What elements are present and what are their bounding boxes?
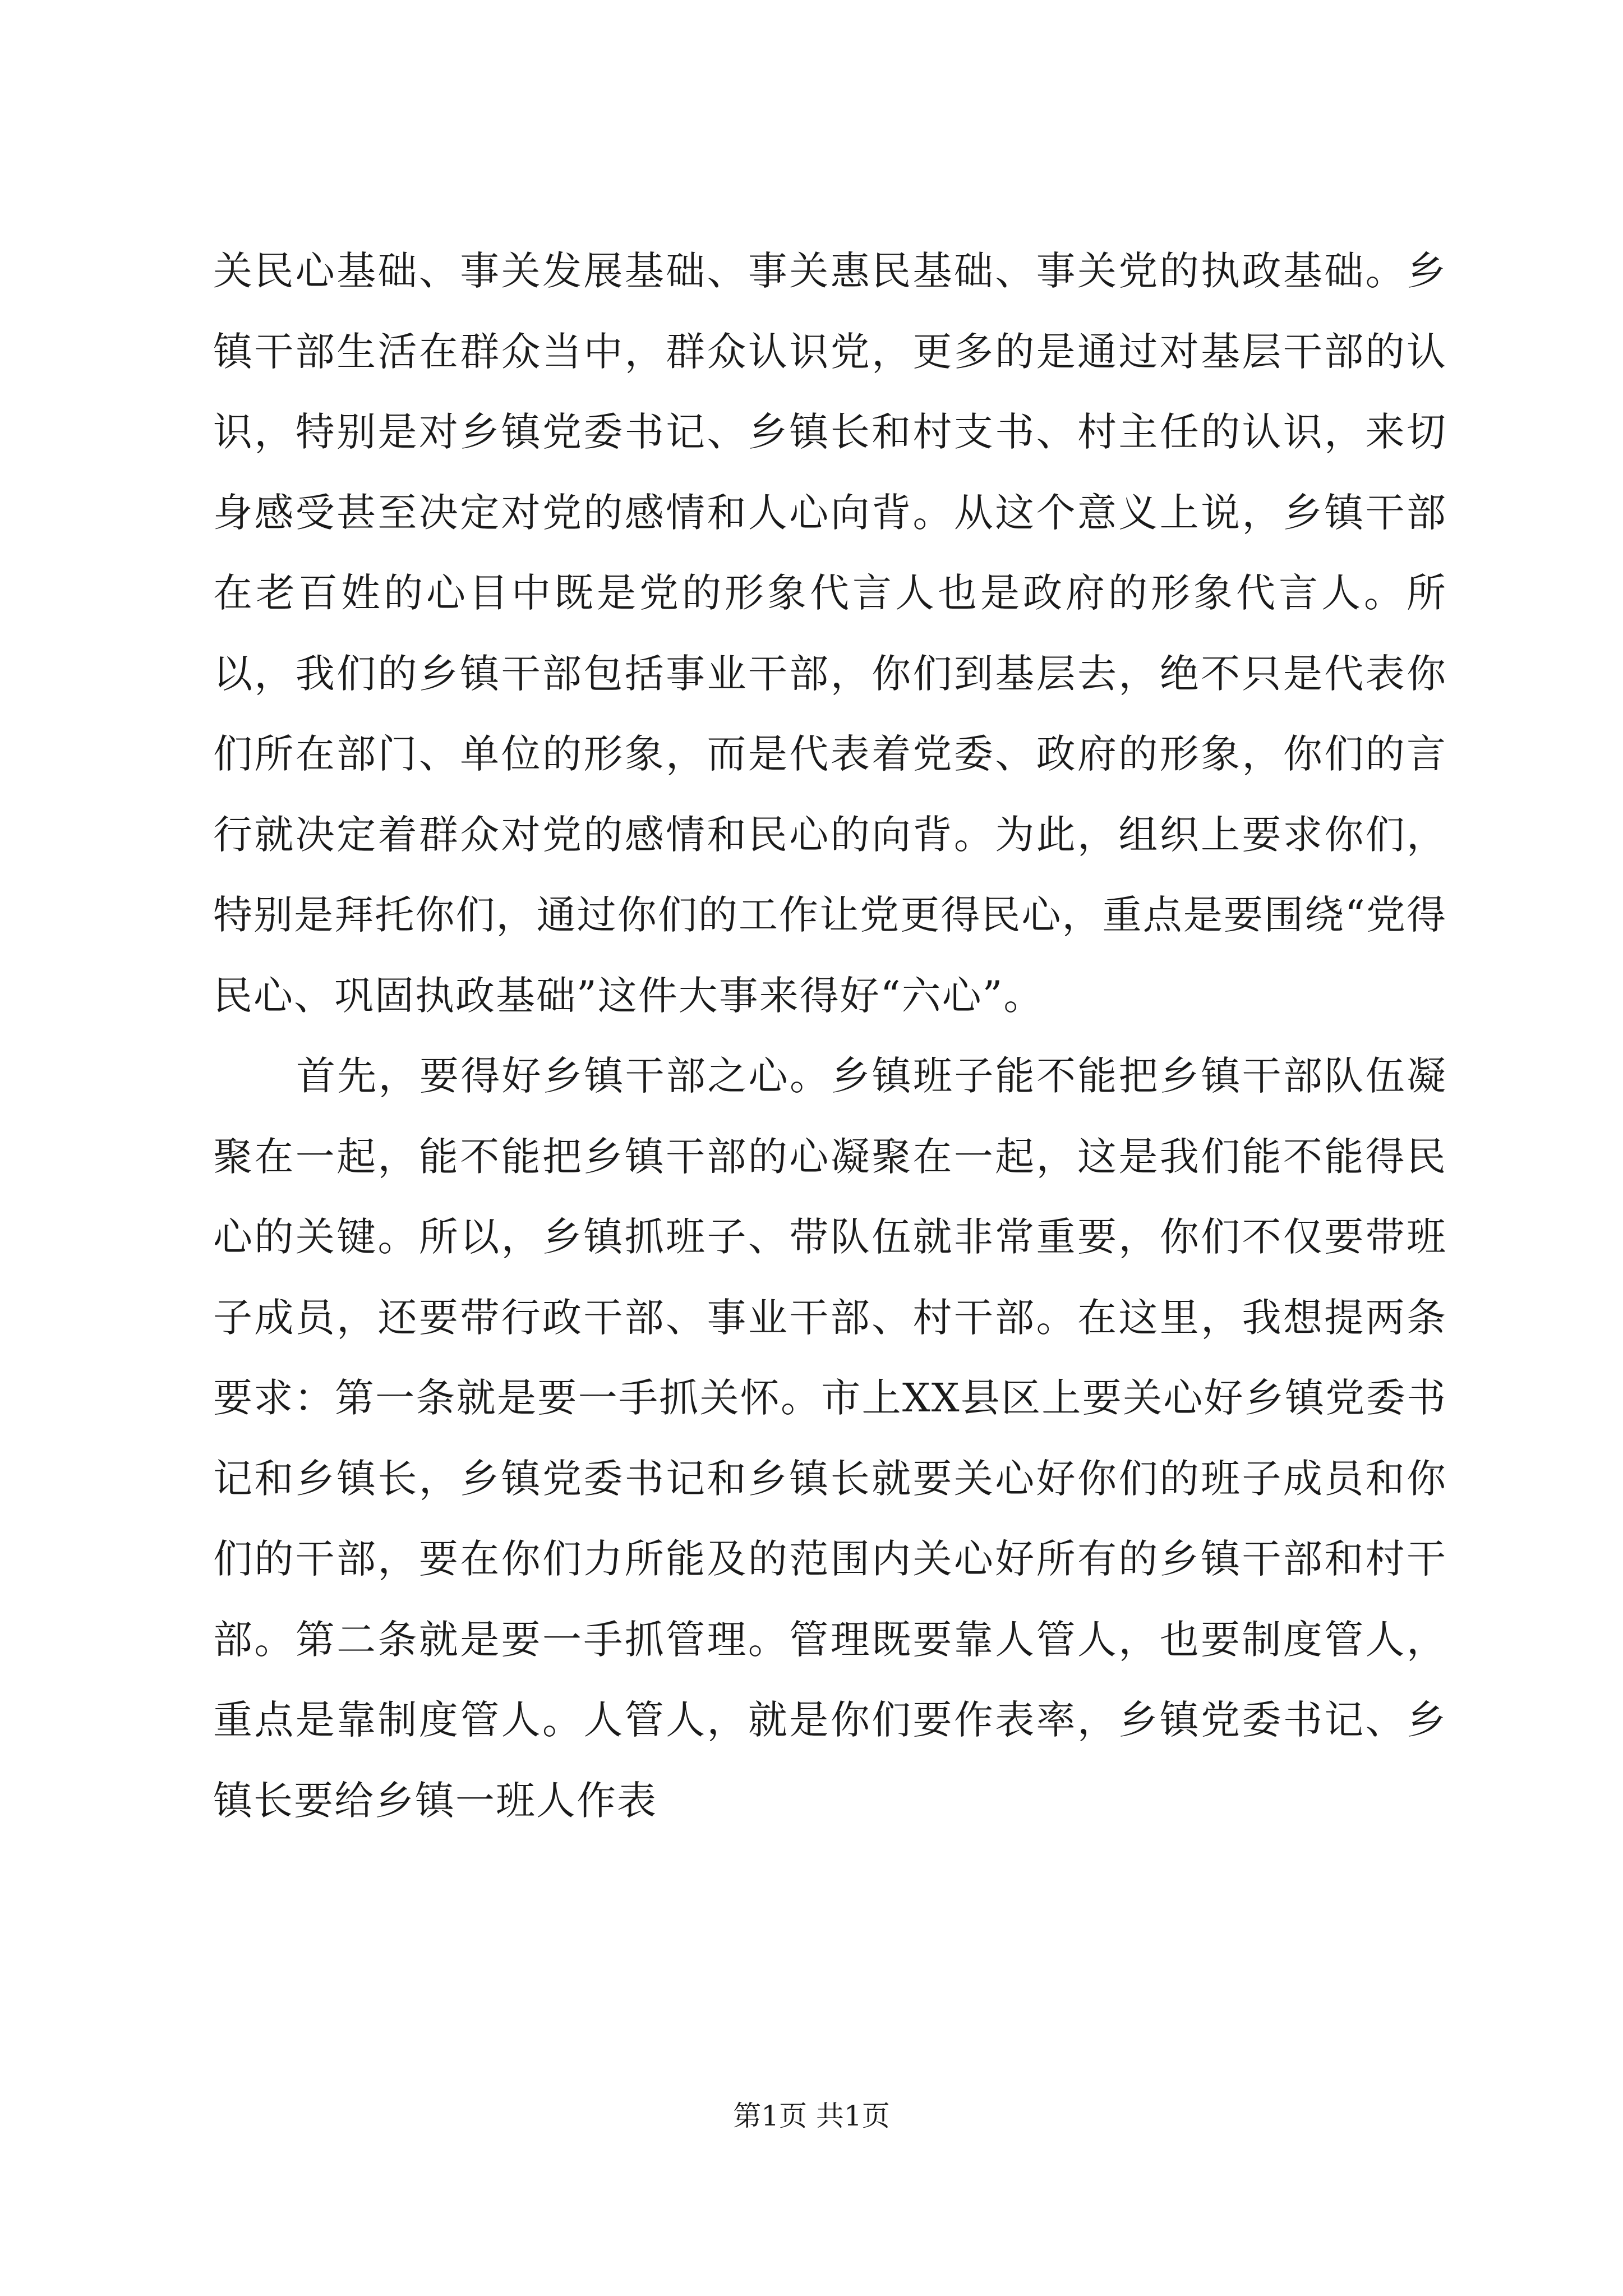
paragraph-1: 关民心基础、事关发展基础、事关惠民基础、事关党的执政基础。乡镇干部生活在群众当中，群众认识党，更多的是通过对基层干部的认识，特别是对乡镇党委书记、乡镇长和村支书、村主任的认识，来切身感受甚至决定对党的感情和人心向背。从这个意义上说，乡镇干部在老百姓的心目中既是党的形象代言人也是政府的形象代言人。所以，我们的乡镇干部包括事业干部，你们到基层去，绝不只是代表你们所在部门、单位的形象，而是代表着党委、政府的形象，你们的言行就决定着群众对党的感情和民心的向背。为此，组织上要求你们，特别是拜托你们，通过你们的工作让党更得民心，重点是要围绕“党得民心、巩固执政基础”这件大事来得好“六心”。: [213, 248, 1447, 1019]
page-footer: 第1页 共1页: [733, 2100, 890, 2132]
paragraph-2: 首先，要得好乡镇干部之心。乡镇班子能不能把乡镇干部队伍凝聚在一起，能不能把乡镇干部的心凝聚在一起，这是我们能不能得民心的关键。所以，乡镇抓班子、带队伍就非常重要，你们不仅要带班子成员，还要带行政干部、事业干部、村干部。在这里，我想提两条要求：第一条就是要一手抓关怀。市上XX县区上要关心好乡镇党委书记和乡镇长，乡镇党委书记和乡镇长就要关心好你们的班子成员和你们的干部，要在你们力所能及的范围内关心好所有的乡镇干部和村干部。第二条就是要一手抓管理。管理既要靠人管人，也要制度管人，重点是靠制度管人。人管人，就是你们要作表率，乡镇党委书记、乡镇长要给乡镇一班人作表: [213, 1053, 1447, 1824]
document-body: [213, 231, 1447, 1841]
